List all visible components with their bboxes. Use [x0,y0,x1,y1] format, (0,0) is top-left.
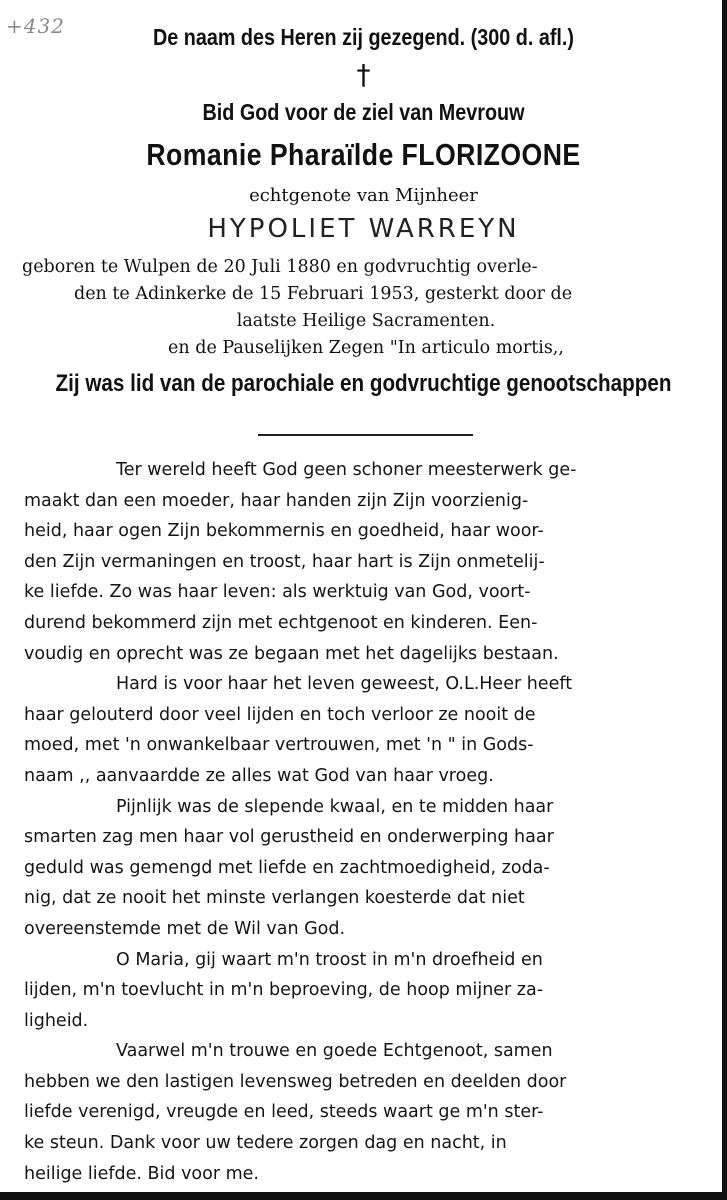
text-line: den Zijn vermaningen en troost, haar hart is Zijn onmetelij- [24,551,545,572]
text-line: smarten zag men haar vol gerustheid en onderwerping haar [24,827,554,848]
birth-death-line: en de Pauselijken Zegen "In articulo mortis,, [168,338,564,358]
membership-line: Zij was lid van de parochiale en godvruchtige genootschappen [55,370,672,397]
text-line: maakt dan een moeder, haar handen zijn Zijn voorzienig- [24,490,529,511]
prayer-line: Bid God voor de ziel van Mevrouw [202,99,525,125]
text-line: lijden, m'n toevlucht in m'n beproeving, de hoop mijner za- [24,980,544,1001]
spouse-intro: echtgenote van Mijnheer [249,185,478,206]
text-line: hebben we den lastigen levensweg betreden en deelden door [24,1071,567,1092]
text-line: O Maria, gij waart m'n troost in m'n droefheid en [116,949,543,970]
text-line: nig, dat ze nooit het minste verlangen koesterde dat niet [24,888,525,909]
text-line: Ter wereld heeft God geen schoner meesterwerk ge- [116,460,577,480]
birth-death-line: geboren te Wulpen de 20 Juli 1880 en godvruchtig overle- [22,257,538,277]
text-line: durend bekommerd zijn met echtgenoot en kinderen. Een- [24,612,538,633]
birth-death-details [22,254,710,362]
divider-rule [258,434,473,436]
text-line: Pijnlijk was de slepende kwaal, en te midden haar [116,796,554,817]
header-invocation: De naam des Heren zij gezegend. (300 d. afl.) [152,24,574,50]
text-line: liefde verenigd, vreugde en leed, steeds waart ge m'n ster- [24,1102,544,1123]
text-line: ke liefde. Zo was haar leven: als werktuig van God, voort- [24,582,531,603]
text-line: overeenstemde met de Wil van God. [24,918,346,939]
archive-number-mark: +432 [6,14,65,38]
text-line: heilige liefde. Bid voor me. [24,1163,259,1184]
text-line: haar gelouterd door veel lijden en toch verloor ze nooit de [24,704,536,725]
deceased-name: Romanie Pharaïlde FLORIZOONE [146,137,581,172]
memorial-text [24,455,704,1189]
spouse-name: HYPOLIET WARREYN [207,214,520,244]
text-line: heid, haar ogen Zijn bekommernis en goedheid, haar woor- [24,521,544,542]
text-line: ligheid. [24,1010,89,1031]
text-line: naam ,, aanvaardde ze alles wat God van haar vroeg. [24,765,494,786]
text-line: Hard is voor haar het leven geweest, O.L.Heer heeft [116,674,573,695]
cross-symbol: † [356,58,371,91]
birth-death-line: laatste Heilige Sacramenten. [236,311,496,331]
card-edge-bottom [0,1192,727,1200]
birth-death-line: den te Adinkerke de 15 Februari 1953, gesterkt door de [74,284,573,304]
text-line: voudig en oprecht was ze begaan met het dagelijks bestaan. [24,643,559,664]
text-line: geduld was gemengd met liefde en zachtmoedigheid, zoda- [24,857,550,878]
text-line: ke steun. Dank voor uw tedere zorgen dag en nacht, in [24,1133,507,1154]
text-line: moed, met 'n onwankelbaar vertrouwen, met 'n " in Gods- [24,735,534,756]
card-edge-right [722,0,727,1200]
text-line: Vaarwel m'n trouwe en goede Echtgenoot, samen [116,1041,553,1062]
